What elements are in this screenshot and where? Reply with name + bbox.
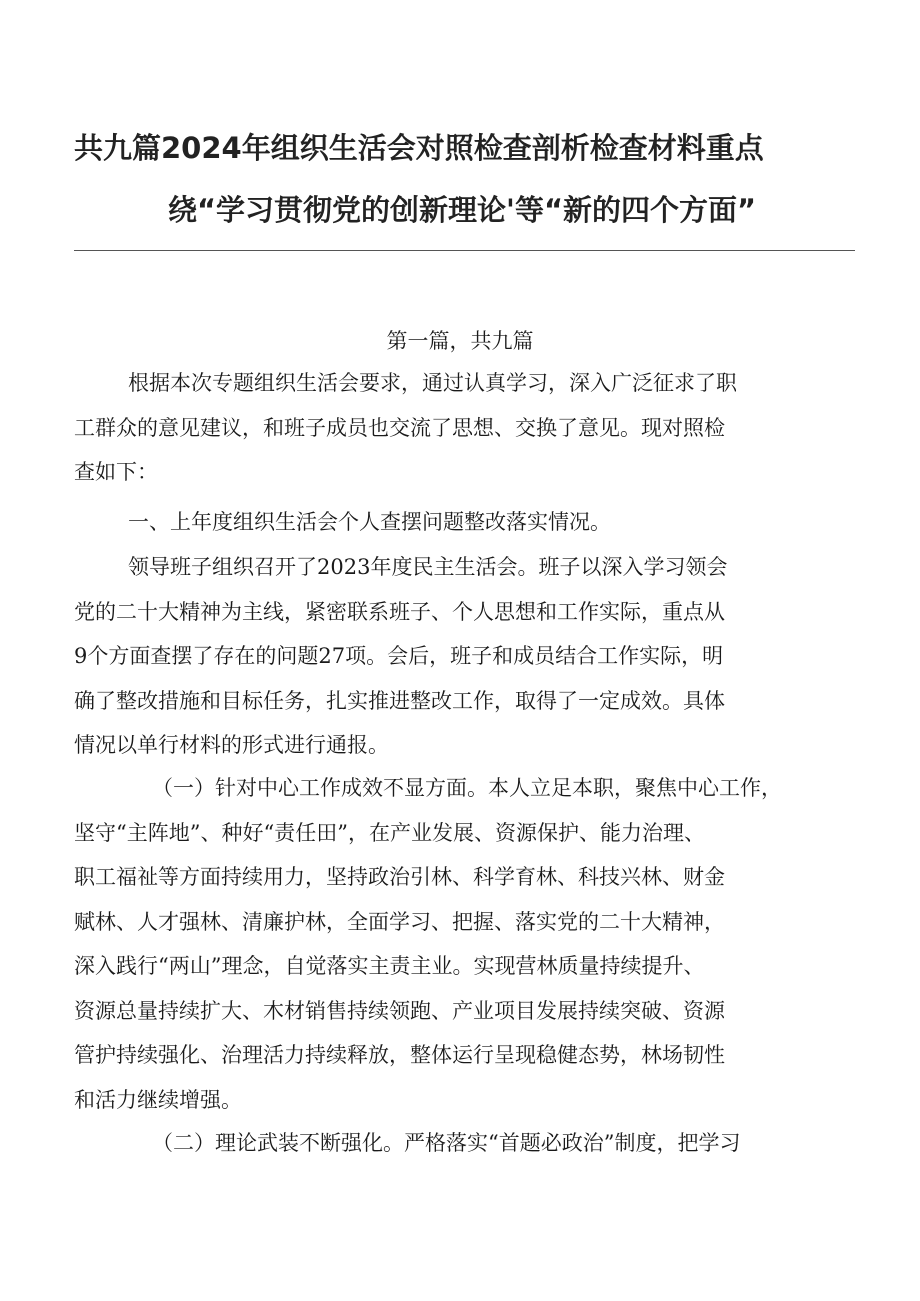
document-title-line-1: 共九篇2024年组织生活会对照检查剖析检查材料重点 — [74, 131, 764, 165]
paragraph-line: 工群众的意见建议，和班子成员也交流了思想、交换了意见。现对照检 — [74, 415, 725, 440]
paragraph-line: 查如下： — [74, 460, 158, 484]
paragraph-line: 资源总量持续扩大、木材销售持续领跑、产业项目发展持续突破、资源 — [74, 998, 725, 1023]
paragraph-line: 确了整改措施和目标任务，扎实推进整改工作，取得了一定成效。具体 — [74, 688, 725, 713]
paragraph-review — [74, 545, 864, 768]
paragraph-line: 一、上年度组织生活会个人查摆问题整改落实情况。 — [128, 510, 611, 534]
paragraph-line: 领导班子组织召开了2023年度民主生活会。班子以深入学习领会 — [128, 555, 728, 579]
paragraph-line: 管护持续强化、治理活力持续释放，整体运行呈现稳健态势，林场韧性 — [74, 1043, 725, 1067]
paragraph-line: 9个方面查摆了存在的问题27项。会后，班子和成员结合工作实际，明 — [74, 644, 724, 668]
paragraph-line: 根据本次专题组织生活会要求，通过认真学习，深入广泛征求了职 — [128, 371, 737, 395]
paragraph-item-1 — [74, 766, 864, 1122]
paragraph-line: 职工福祉等方面持续用力，坚持政治引林、科学育林、科技兴林、财金 — [74, 865, 725, 889]
section-subheading: 第一篇，共九篇 — [386, 329, 534, 353]
title-divider — [74, 250, 855, 251]
paragraph-line: 深入践行“两山”理念，自觉落实主责主业。实现营林质量持续提升、 — [74, 954, 705, 978]
paragraph-line: 党的二十大精神为主线，紧密联系班子、个人思想和工作实际，重点从 — [74, 599, 725, 624]
paragraph-line: （一）针对中心工作成效不显方面。本人立足本职，聚焦中心工作， — [152, 776, 782, 800]
paragraph-line: 和活力继续增强。 — [74, 1087, 242, 1112]
paragraph-line: 赋林、人才强林、清廉护林，全面学习、把握、落实党的二十大精神， — [74, 909, 725, 934]
section-heading-1 — [74, 500, 864, 545]
document-title-line-2: 绕“学习贯彻党的创新理论'等“新的四个方面” — [168, 193, 757, 227]
paragraph-line: （二）理论武装不断强化。严格落实“首题必政治”制度，把学习 — [152, 1131, 741, 1155]
paragraph-line: 坚守“主阵地”、种好“责任田”，在产业发展、资源保护、能力治理、 — [74, 820, 705, 845]
paragraph-line: 情况以单行材料的形式进行通报。 — [74, 733, 389, 757]
paragraph-item-2 — [74, 1121, 864, 1166]
paragraph-intro — [74, 361, 864, 495]
